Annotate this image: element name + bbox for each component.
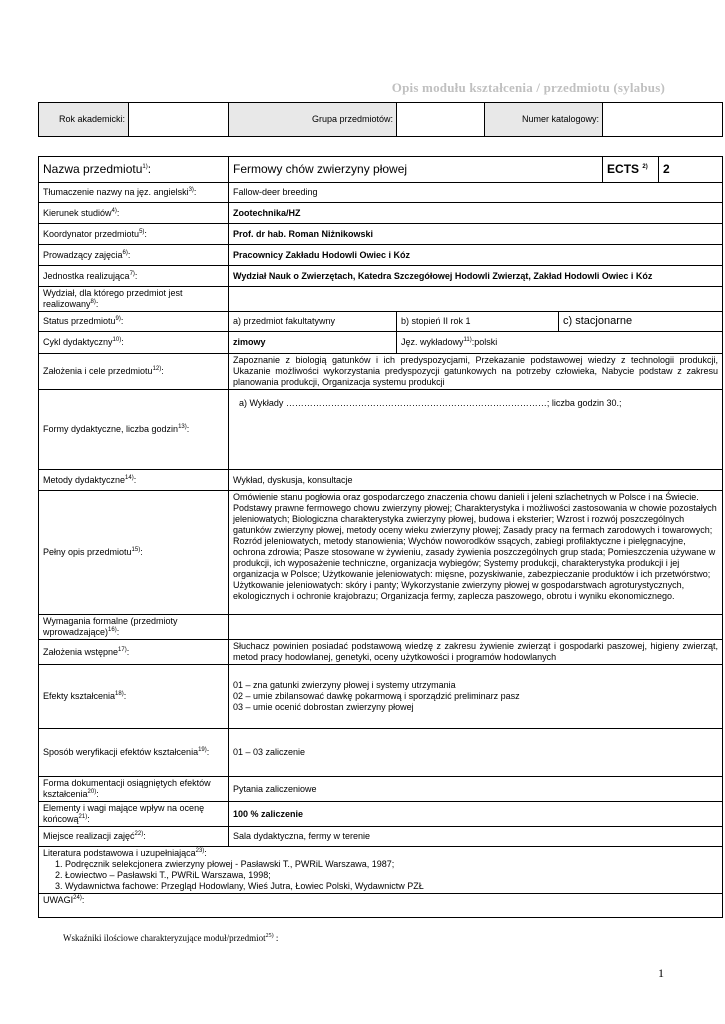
- jednostka-value[interactable]: Wydział Nauk o Zwierzętach, Katedra Szczegółowej Hodowli Zwierząt, Zakład Hodowli Owiec i Kóz: [229, 266, 723, 287]
- forma-dokumentacji-value[interactable]: Pytania zaliczeniowe: [229, 777, 723, 802]
- elementy-wagi-value[interactable]: 100 % zaliczenie: [229, 802, 723, 827]
- rok-akademicki-field[interactable]: [129, 103, 229, 137]
- elementy-wagi-label: Elementy i wagi mające wpływ na ocenę końcową$^{21)}$:: [39, 802, 229, 827]
- cykl-label: Cykl dydaktyczny$^{10)}$:: [39, 332, 229, 354]
- tlumaczenie-label: Tłumaczenie nazwy na jęz. angielski$^{3)}$:: [39, 183, 229, 203]
- tlumaczenie-value[interactable]: Fallow-deer breeding: [229, 183, 723, 203]
- rok-akademicki-label: Rok akademicki:: [39, 103, 129, 137]
- efekty-label: Efekty kształcenia$^{18)}$:: [39, 665, 229, 729]
- literatura-cell[interactable]: [39, 847, 723, 894]
- miejsce-realizacji-value[interactable]: Sala dydaktyczna, fermy w terenie: [229, 827, 723, 847]
- grupa-przedmiotow-field[interactable]: [397, 103, 485, 137]
- formy-dydaktyczne-label: Formy dydaktyczne, liczba godzin$^{13)}$:: [39, 390, 229, 470]
- kierunek-value[interactable]: Zootechnika/HZ: [229, 203, 723, 224]
- grupa-przedmiotow-label: Grupa przedmiotów:: [229, 103, 397, 137]
- uwagi-label: UWAGI: [43, 895, 74, 905]
- literatura-item: 3. Wydawnictwa fachowe: Przegląd Hodowlany, Wieś Jutra, Łowiec Polski, Wydawnictw PZŁ: [65, 881, 718, 892]
- zalozenia-wstepne-value[interactable]: Słuchacz powinien posiadać podstawową wiedzę z zakresu żywienie zwierząt i gospodarki paszowej, higieny zwierząt, metod pracy hodowlanej, genetyki, oceny użytkowości i programów hodowlanych: [229, 640, 723, 665]
- zalozenia-cele-value[interactable]: Zapoznanie z biologią gatunków i ich predyspozycjami, Przekazanie podstawowej wiedzy z technologii produkcji, Ukazanie możliwości wykorzystania predyspozycji gatunkowych na potrzeby człowieka, Nabycie podstaw z zakresu planowania produkcji, Organizacja systemu produkcji: [229, 354, 723, 390]
- prowadzacy-label: Prowadzący zajęcia$^{6)}$:: [39, 245, 229, 266]
- wydzial-label: Wydział, dla którego przedmiot jest realizowany$^{8)}$:: [39, 287, 229, 312]
- sposob-weryfikacji-label: Sposób weryfikacji efektów kształcenia$^{19)}$:: [39, 729, 229, 777]
- prowadzacy-value[interactable]: Pracownicy Zakładu Hodowli Owiec i Kóz: [229, 245, 723, 266]
- nazwa-przedmiotu-label: Nazwa przedmiotu$^{1)}$:: [39, 157, 229, 183]
- pelny-opis-value[interactable]: Omówienie stanu pogłowia oraz gospodarczego znaczenia chowu danieli i jeleni szlachetnych w Polsce i na Świecie. Podstawy prawne fermowego chowu zwierzyny płowej; Charakterystyka i możliwości zastosowania w chowie pozostałych jeleniowatych; Biologiczna charakterystyka zwierzyny płowej, budowa i eksterier; Wzrost i rozwój poszczególnych gatunków zwierzyny płowej, metody oceny wieku zwierzyny płowej; Zasady pracy na fermach zarodowych i towarowych; Rozród jeleniowatych, metody stanowienia; Wychów noworodków ssących, zabiegi profilaktyczne i pielęgnacyjne, ochrona zdrowia; Pasze stosowane w żywieniu, zasady żywienia poszczególnych grup stada; Pomieszczenia używane w produkcji, ich wyposażenie techniczne, organizacja wybiegów; Systemy produkcji, charakterystyka produkcji i jej organizacja w Polsce; Użytkowanie jeleniowatych: mięsne, pozyskiwanie, zabezpieczanie produktów i ich przetwórstwo; Użytkowanie jeleniowatych: skóry i panty; Wykorzystanie zwierzyny płowej w gospodarstwach agroturystycznych, ekologicznych i ochronie krajobrazu; Organizacja fermy, zaplecza paszowego, obrotu i wyniku ekonomicznego.: [229, 491, 723, 615]
- numer-katalogowy-label: Numer katalogowy:: [485, 103, 603, 137]
- sposob-weryfikacji-value[interactable]: 01 – 03 zaliczenie: [229, 729, 723, 777]
- literatura-list: [43, 859, 718, 892]
- status-a-value[interactable]: a) przedmiot fakultatywny: [229, 312, 397, 332]
- metody-value[interactable]: Wykład, dyskusja, konsultacje: [229, 470, 723, 491]
- ects-value[interactable]: 2: [659, 157, 723, 183]
- document-title: Opis modułu kształcenia / przedmiotu (sylabus): [391, 80, 665, 95]
- wymagania-formalne-label: Wymagania formalne (przedmioty wprowadzające)$^{16)}$:: [39, 615, 229, 640]
- pelny-opis-label: Pełny opis przedmiotu$^{15)}$:: [39, 491, 229, 615]
- uwagi-cell[interactable]: UWAGI$^{24)}$:: [39, 894, 723, 918]
- nazwa-przedmiotu-value[interactable]: Fermowy chów zwierzyny płowej: [229, 157, 603, 183]
- metody-label: Metody dydaktyczne$^{14)}$:: [39, 470, 229, 491]
- cykl-value[interactable]: zimowy: [229, 332, 397, 354]
- footnote-text: Wskaźniki ilościowe charakteryzujące moduł/przedmiot$^{25)}$ :: [63, 933, 279, 943]
- koordynator-label: Koordynator przedmiotu$^{5)}$:: [39, 224, 229, 245]
- header-table: [38, 102, 723, 137]
- status-c-value[interactable]: c) stacjonarne: [559, 312, 723, 332]
- status-label: Status przedmiotu$^{9)}$:: [39, 312, 229, 332]
- syllabus-table: [38, 156, 723, 918]
- ects-label: ECTS $^{2)}$: [603, 157, 659, 183]
- wydzial-value[interactable]: [229, 287, 723, 312]
- literatura-label: Literatura podstawowa i uzupełniająca$^{23)}$:: [43, 848, 207, 858]
- literatura-item: 2. Łowiectwo – Pasławski T., PWRiL Warszawa, 1998;: [65, 870, 718, 881]
- numer-katalogowy-field[interactable]: [603, 103, 723, 137]
- efekt-item: 03 – umie ocenić dobrostan zwierzyny płowej: [233, 702, 414, 712]
- literatura-item: 1. Podręcznik selekcjonera zwierzyny płowej - Pasławski T., PWRiL Warszawa, 1987;: [65, 859, 718, 870]
- kierunek-label: Kierunek studiów$^{4)}$:: [39, 203, 229, 224]
- wymagania-formalne-value[interactable]: [229, 615, 723, 640]
- miejsce-realizacji-label: Miejsce realizacji zajęć$^{22)}$:: [39, 827, 229, 847]
- efekt-item: 02 – umie zbilansować dawkę pokarmową i sporządzić preliminarz pasz: [233, 691, 520, 701]
- zalozenia-cele-label: Założenia i cele przedmiotu$^{12)}$:: [39, 354, 229, 390]
- jezyk-wykladowy[interactable]: Jęz. wykładowy$^{11)}$:polski: [397, 332, 723, 354]
- page-number: 1: [658, 966, 664, 980]
- forma-dokumentacji-label: Forma dokumentacji osiągniętych efektów kształcenia$^{20)}$:: [39, 777, 229, 802]
- formy-dydaktyczne-value[interactable]: a) Wykłady ……………………………………………………………………………; liczba godzin 30.;: [229, 390, 723, 470]
- zalozenia-wstepne-label: Założenia wstępne$^{17)}$:: [39, 640, 229, 665]
- status-b-value[interactable]: b) stopień II rok 1: [397, 312, 559, 332]
- koordynator-value[interactable]: Prof. dr hab. Roman Niżnikowski: [229, 224, 723, 245]
- efekty-value[interactable]: [229, 665, 723, 729]
- efekt-item: 01 – zna gatunki zwierzyny płowej i systemy utrzymania: [233, 680, 456, 690]
- jednostka-label: Jednostka realizująca$^{7)}$:: [39, 266, 229, 287]
